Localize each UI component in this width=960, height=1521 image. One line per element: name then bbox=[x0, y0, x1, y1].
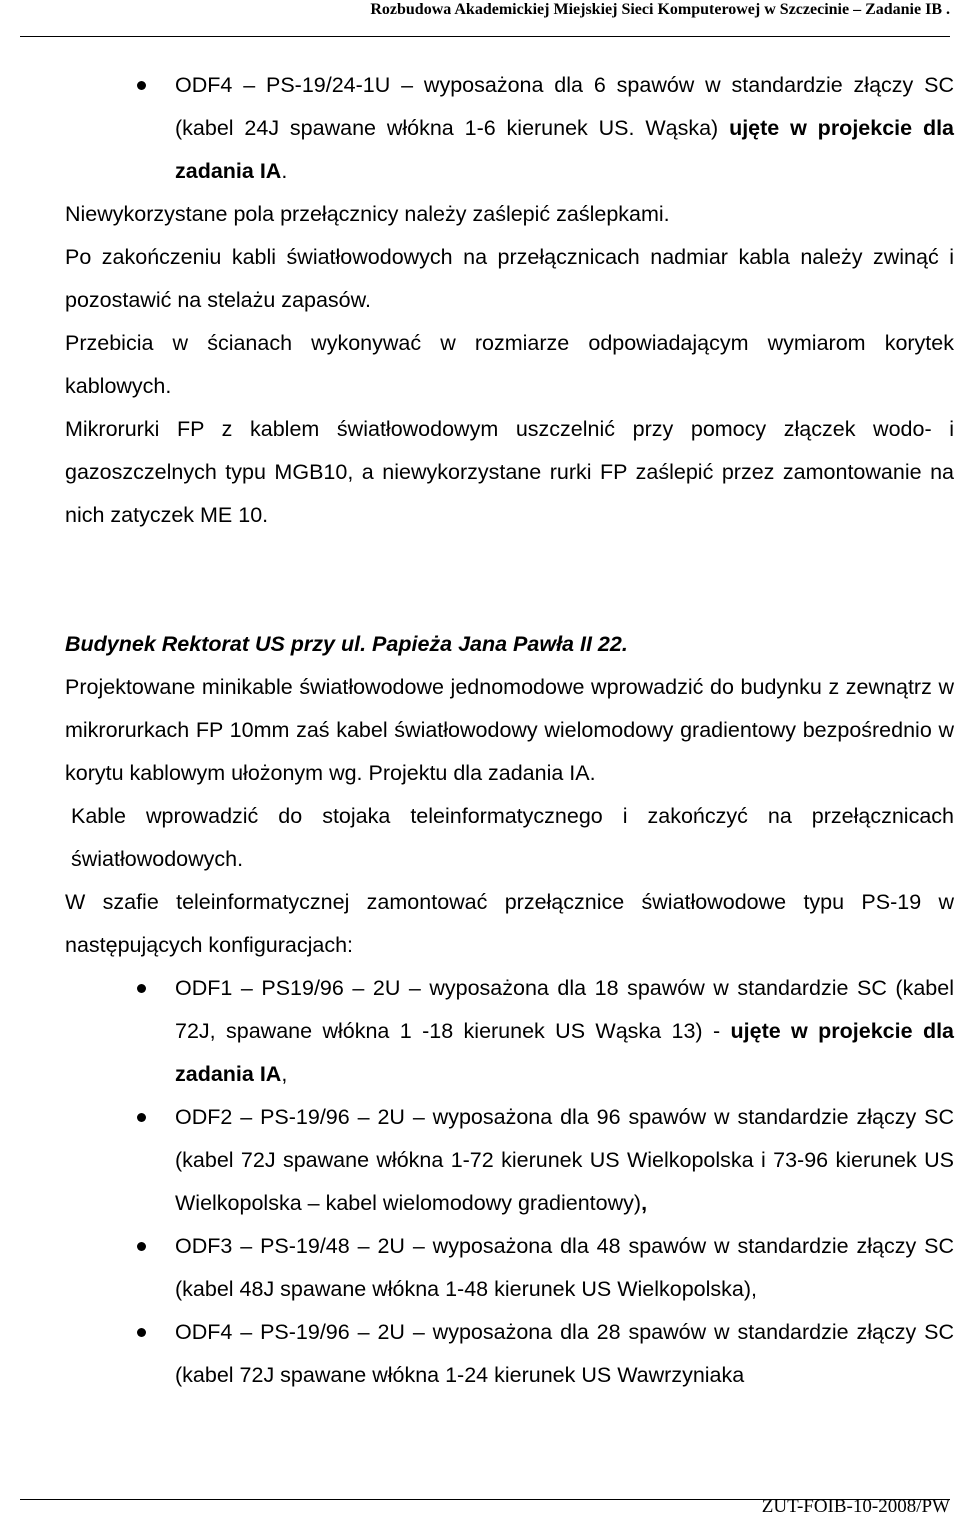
list-item-text: ODF4 – PS-19/96 – 2U – wyposażona dla 28 spawów w standardzie złączy SC (kabel 72J spawane włókna 1-24 kierunek US Wawrzyniaka bbox=[175, 1320, 954, 1387]
list-item-text: ODF4 – PS-19/24-1U – wyposażona dla 6 spawów w standardzie złączy SC (kabel 24J spawane włókna 1-6 kierunek US. Wąska) bbox=[175, 73, 954, 140]
list-item-odf1 bbox=[65, 967, 954, 1096]
paragraph-cabinet: W szafie teleinformatycznej zamontować przełącznice światłowodowe typu PS-19 w następujących konfiguracjach: bbox=[65, 890, 954, 957]
list-item-bold: ujęte w projekcie dla zadania IA bbox=[175, 116, 955, 183]
bullet-icon bbox=[137, 984, 146, 993]
list-item-odf2 bbox=[65, 1096, 954, 1225]
paragraph-wall-penetrations: Przebicia w ścianach wykonywać w rozmiarze odpowiadającym wymiarom korytek kablowych. bbox=[65, 331, 954, 398]
list-item-text: ODF1 – PS19/96 – 2U – wyposażona dla 18 spawów w standardzie SC (kabel 72J, spawane włókna 1 -18 kierunek US Wąska 13) - bbox=[175, 976, 954, 1043]
list-item-odf4-top bbox=[65, 64, 954, 193]
section-heading: Budynek Rektorat US przy ul. Papieża Jana Pawła II 22. bbox=[65, 632, 628, 656]
page-footer bbox=[20, 1496, 950, 1517]
list-item-odf3 bbox=[65, 1225, 954, 1311]
list-item-bold: ujęte w projekcie dla zadania IA bbox=[175, 1019, 955, 1086]
bullet-icon bbox=[137, 81, 146, 90]
list-item-tail: . bbox=[281, 159, 288, 183]
bullet-icon bbox=[137, 1242, 146, 1251]
list-item-tail: , bbox=[281, 1062, 288, 1086]
list-item-tail: , bbox=[641, 1191, 648, 1215]
paragraph-unused-fields: Niewykorzystane pola przełącznicy należy zaślepić zaślepkami. bbox=[65, 202, 670, 226]
paragraph-minicables: Projektowane minikable światłowodowe jednomodowe wprowadzić do budynku z zewnątrz w mikrorurkach FP 10mm zaś kabel światłowodowy wielomodowy gradientowy bezpośrednio w korytu kablowym ułożonym wg. Projektu dla zadania IA. bbox=[65, 675, 954, 785]
list-item-odf4-bottom bbox=[65, 1311, 954, 1397]
bullet-icon bbox=[137, 1328, 146, 1337]
paragraph-rack: Kable wprowadzić do stojaka teleinformatycznego i zakończyć na przełącznicach światłowodowych. bbox=[71, 804, 954, 871]
header-title: Rozbudowa Akademickiej Miejskiej Sieci Komputerowej w Szczecinie – Zadanie IB . bbox=[370, 1, 950, 18]
bullet-icon bbox=[137, 1113, 146, 1122]
document-body bbox=[65, 64, 954, 1397]
paragraph-microducts: Mikrorurki FP z kablem światłowodowym uszczelnić przy pomocy złączek wodo- i gazoszczelnych typu MGB10, a niewykorzystane rurki FP zaślepić przez zamontowanie na nich zatyczek ME 10. bbox=[65, 417, 954, 527]
list-item-text: ODF2 – PS-19/96 – 2U – wyposażona dla 96 spawów w standardzie złączy SC (kabel 72J spawane włókna 1-72 kierunek US Wielkopolska i 73-96 kierunek US Wielkopolska – kabel wielomodowy gradientowy) bbox=[175, 1105, 954, 1215]
footer-code: ZUT-FOIB-10-2008/PW bbox=[761, 1496, 950, 1517]
list-item-text: ODF3 – PS-19/48 – 2U – wyposażona dla 48 spawów w standardzie złączy SC (kabel 48J spawane włókna 1-48 kierunek US Wielkopolska), bbox=[175, 1234, 954, 1301]
page-header bbox=[20, 0, 950, 37]
paragraph-cable-surplus: Po zakończeniu kabli światłowodowych na przełącznicach nadmiar kabla należy zwinąć i pozostawić na stelażu zapasów. bbox=[65, 245, 954, 312]
